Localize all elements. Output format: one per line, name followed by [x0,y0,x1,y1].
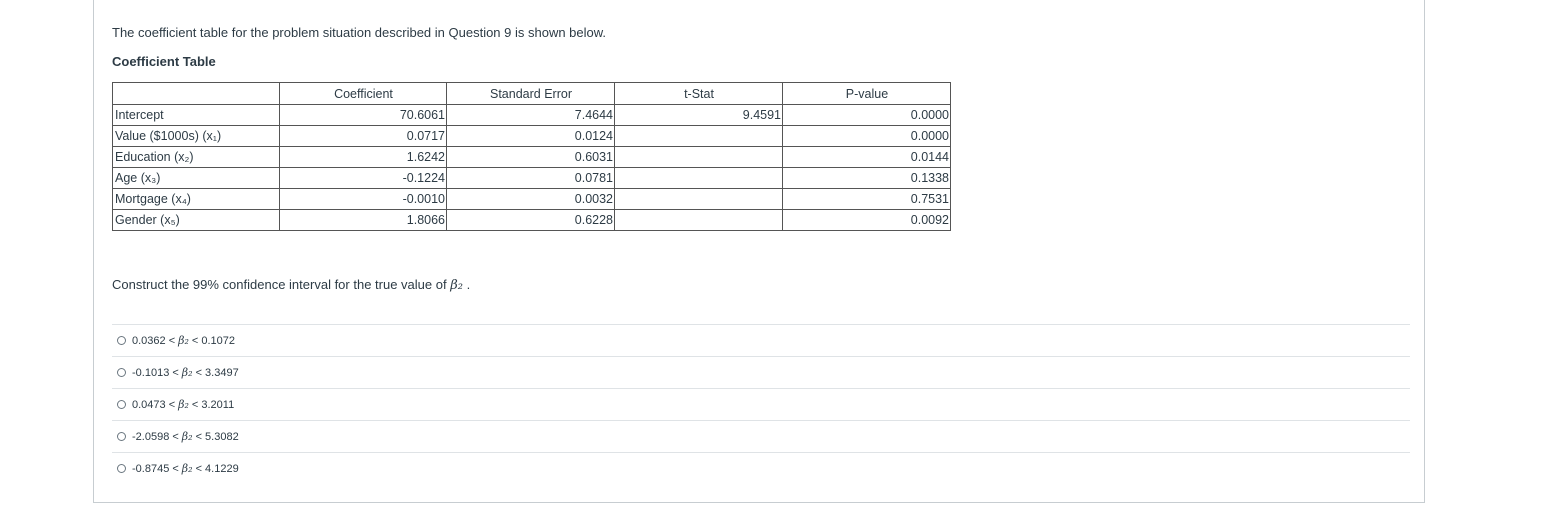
answer-option[interactable] [112,324,1410,356]
question-suffix: . [466,277,471,292]
answer-option[interactable] [112,420,1410,452]
beta-symbol: β₂ [178,398,189,411]
row-label: Mortgage (x₄) [113,189,280,210]
coefficient-table [112,82,951,231]
cell-t-stat [615,189,783,210]
answer-upper: < 3.3497 [195,366,239,379]
cell-std-error: 0.6228 [447,210,615,231]
beta-symbol: β₂ [450,278,463,293]
cell-std-error: 0.0781 [447,168,615,189]
cell-coefficient: 0.0717 [280,126,447,147]
radio-button[interactable] [117,432,126,441]
cell-t-stat [615,210,783,231]
answer-lower: 0.0362 < [132,334,176,347]
cell-coefficient: 1.6242 [280,147,447,168]
radio-button[interactable] [117,368,126,377]
beta-symbol: β₂ [181,366,193,379]
header-label [113,83,280,105]
header-t-stat: t-Stat [615,83,783,105]
answer-lower: -0.8745 < [132,462,179,475]
cell-t-stat: 9.4591 [615,105,783,126]
cell-coefficient: -0.0010 [280,189,447,210]
row-label: Gender (x₅) [113,210,280,231]
header-standard-error: Standard Error [447,83,615,105]
radio-button[interactable] [117,336,126,345]
cell-p-value: 0.0092 [783,210,951,231]
question-prompt [112,277,470,293]
cell-std-error: 0.0032 [447,189,615,210]
beta-symbol: β₂ [178,334,189,347]
table-header-row [113,83,951,105]
header-coefficient: Coefficient [280,83,447,105]
cell-t-stat [615,147,783,168]
cell-p-value: 0.0000 [783,126,951,147]
beta-symbol: β₂ [181,430,193,443]
cell-t-stat [615,126,783,147]
row-label: Age (x₃) [113,168,280,189]
table-row [113,147,951,168]
answer-lower: -0.1013 < [132,366,179,379]
table-row [113,126,951,147]
cell-std-error: 0.0124 [447,126,615,147]
cell-coefficient: 1.8066 [280,210,447,231]
answer-upper: < 5.3082 [195,430,239,443]
radio-button[interactable] [117,464,126,473]
cell-std-error: 7.4644 [447,105,615,126]
question-prefix: Construct the 99% confidence interval for the true value of [112,277,447,292]
table-row [113,189,951,210]
answer-lower: -2.0598 < [132,430,179,443]
answer-list [112,324,1410,484]
table-row [113,210,951,231]
cell-coefficient: 70.6061 [280,105,447,126]
radio-button[interactable] [117,400,126,409]
cell-p-value: 0.0144 [783,147,951,168]
answer-lower: 0.0473 < [132,398,176,411]
beta-symbol: β₂ [181,462,193,475]
cell-coefficient: -0.1224 [280,168,447,189]
row-label: Education (x₂) [113,147,280,168]
cell-t-stat [615,168,783,189]
table-row [113,105,951,126]
table-title: Coefficient Table [112,54,216,69]
answer-upper: < 4.1229 [195,462,239,475]
answer-option[interactable] [112,388,1410,420]
answer-upper: < 0.1072 [191,334,236,347]
intro-text: The coefficient table for the problem situation described in Question 9 is shown below. [112,25,607,40]
row-label: Intercept [113,105,280,126]
answer-option[interactable] [112,452,1410,484]
cell-p-value: 0.1338 [783,168,951,189]
table-row [113,168,951,189]
cell-std-error: 0.6031 [447,147,615,168]
header-p-value: P-value [783,83,951,105]
answer-upper: < 3.2011 [191,398,235,411]
cell-p-value: 0.7531 [783,189,951,210]
row-label: Value ($1000s) (x₁) [113,126,280,147]
question-card [93,0,1425,503]
answer-option[interactable] [112,356,1410,388]
cell-p-value: 0.0000 [783,105,951,126]
